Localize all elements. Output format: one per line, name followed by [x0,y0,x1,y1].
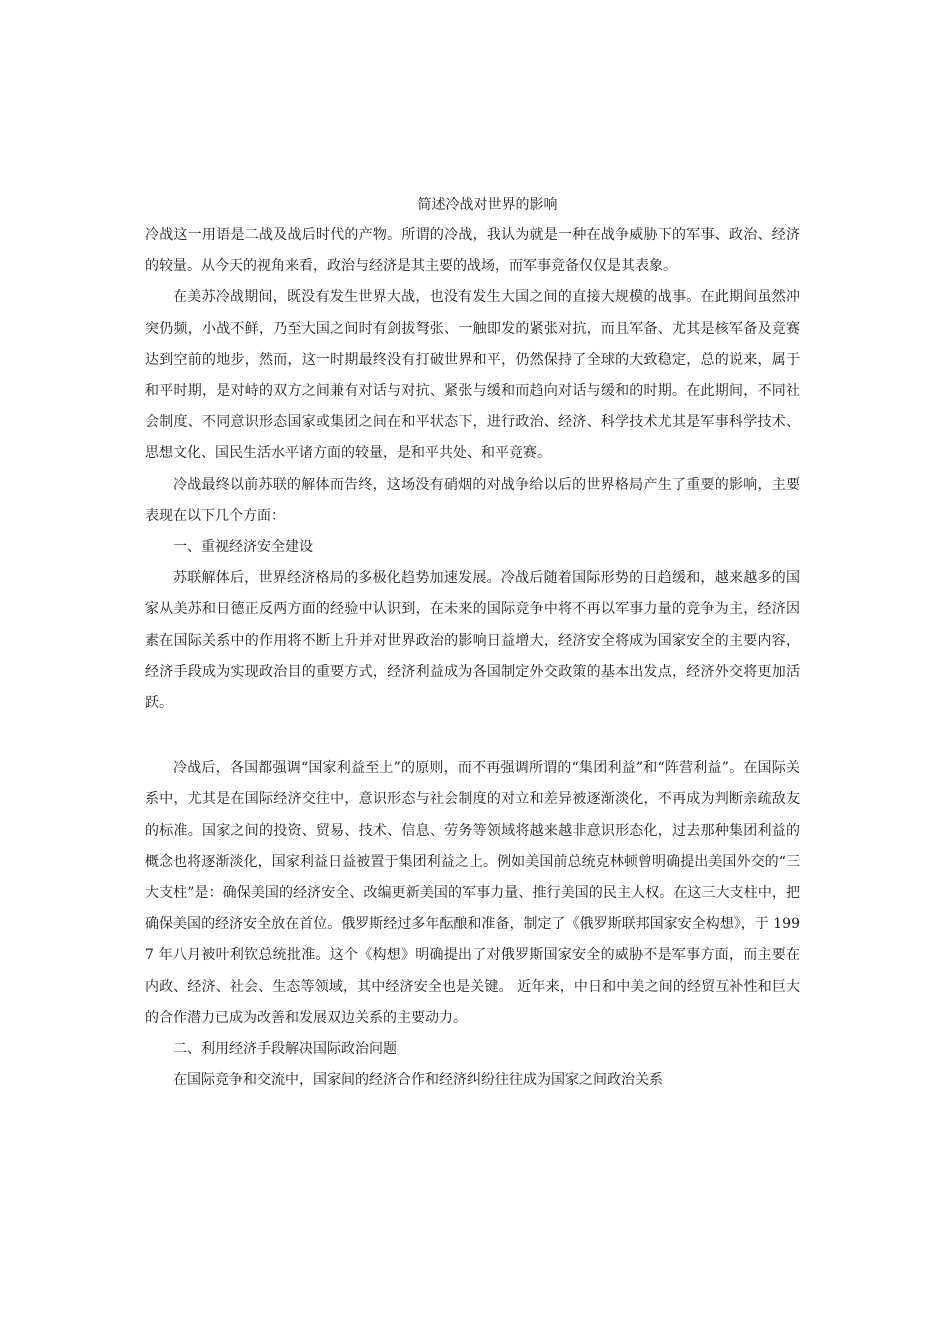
paragraph-cold-war-period: 在美苏冷战期间，既没有发生世界大战，也没有发生大国之间的直接大规模的战事。在此期间虽然冲突仍频，小战不鲜，乃至大国之间时有剑拔弩张、一触即发的紧张对抗，而且军备、尤其是核军备及竞赛达到空前的地步，然而，这一时期最终没有打破世界和平，仍然保持了全球的大致稳定，总的说来，属于和平时期，是对峙的双方之间兼有对话与对抗、紧张与缓和而趋向对话与缓和的时期。在此期间，不同社会制度、不同意识形态国家或集团之间在和平状态下，进行政治、经济、科学技术尤其是军事科学技术、思想文化、国民生活水平诸方面的较量，是和平共处、和平竞赛。 [145,289,800,462]
paragraph-cold-war-end: 冷战最终以前苏联的解体而告终，这场没有硝烟的对战争给以后的世界格局产生了重要的影响，主要表现在以下几个方面： [145,476,800,524]
document-title: 简述冷战对世界的影响 [417,197,558,213]
paragraph-international-competition: 在国际竞争和交流中，国家间的经济合作和经济纠纷往往成为国家之间政治关系 [173,1072,663,1089]
paragraph-intro: 冷战这一用语是二战及战后时代的产物。所谓的冷战，我认为就是一种在战争威胁下的军事、政治、经济的较量。从今天的视角来看，政治与经济是其主要的战场，而军事竞备仅仅是其表象。 [145,227,800,275]
paragraph-gap [145,719,800,753]
section-heading-economic-means: 二、利用经济手段解决国际政治问题 [173,1041,397,1058]
paragraph-national-interest: 冷战后，各国都强调“国家利益至上”的原则，而不再强调所谓的“集团利益”和“阵营利益”。在国际关系中，尤其是在国际经济交往中，意识形态与社会制度的对立和差异被逐渐淡化，不再成为判断亲疏敌友的标准。国家之间的投资、贸易、技术、信息、劳务等领域将越来越非意识形态化，过去那种集团利益的概念也将逐渐淡化，国家利益日益被置于集团利益之上。例如美国前总统克林顿曾明确提出美国外交的“三大支柱”是：确保美国的经济安全、改编更新美国的军事力量、推行美国的民主人权。在这三大支柱中，把确保美国的经济安全放在首位。俄罗斯经过多年酝酿和准备，制定了《俄罗斯联邦国家安全构想》，于 1997 年八月被叶利钦总统批准。这个《构想》明确提出了对俄罗斯国家安全的威胁不是军事方面，而主要在内政、经济、社会、生态等领域，其中经济安全也是关键。 近年来，中日和中美之间的经贸互补性和巨大的合作潜力已成为改善和发展双边关系的主要动力。 [145,760,800,1026]
paragraph-economic-multipolar: 苏联解体后，世界经济格局的多极化趋势加速发展。冷战后随着国际形势的日趋缓和，越来越多的国家从美苏和日德正反两方面的经验中认识到，在未来的国际竞争中将不再以军事力量的竞争为主，经济因素在国际关系中的作用将不断上升并对世界政治的影响日益增大，经济安全将成为国家安全的主要内容，经济手段成为实现政治目的重要方式，经济利益成为各国制定外交政策的基本出发点，经济外交将更加活跃。 [145,570,800,712]
document-page [145,193,800,1096]
section-heading-economic-security: 一、重视经济安全建设 [173,539,313,556]
